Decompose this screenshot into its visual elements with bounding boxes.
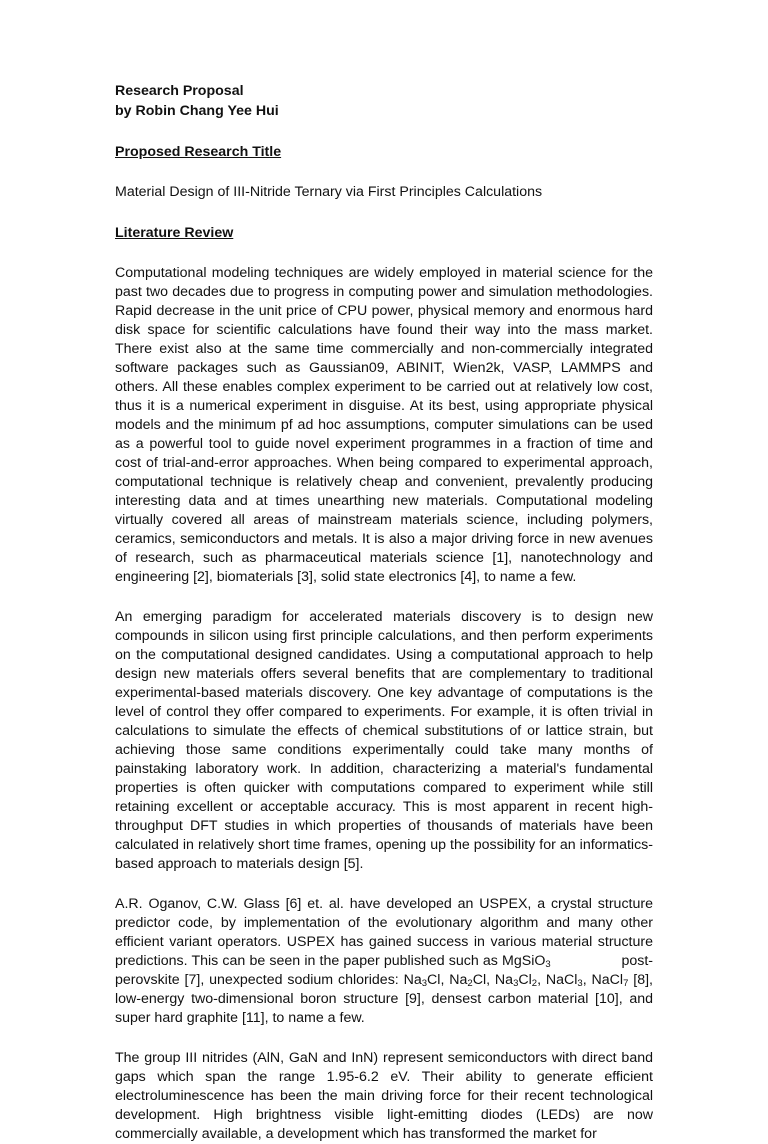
p3-formula: Cl, Na — [472, 972, 514, 988]
proposal-title: Research Proposal — [115, 83, 244, 99]
section-heading-title: Proposed Research Title — [115, 144, 282, 160]
p3-formula: Cl — [518, 972, 532, 988]
proposal-header — [115, 81, 653, 121]
p3-formula: Cl, Na — [427, 972, 468, 988]
p3-subscript: 3 — [421, 978, 428, 989]
p3-subscript: 2 — [467, 978, 473, 989]
p3-subscript: 2 — [531, 978, 538, 989]
paragraph-3 — [115, 895, 653, 1028]
proposal-author: by Robin Chang Yee Hui — [115, 103, 279, 119]
p3-formula: , NaCl — [582, 972, 624, 988]
p3-subscript: 3 — [513, 978, 519, 989]
paragraph-2: An emerging paradigm for accelerated materials discovery is to design new compounds in silicon using first principle calculations, and then perform experiments on the computational designed candidates. Using a computational approach to help design new materials offers several benefits that are complementary to traditional experimental-based materials discovery. One key advantage of computations is the level of control they offer compared to experiments. For example, it is often trivial in calculations to simulate the effects of chemical substitutions of or lattice strain, but achieving those same conditions experimentally could take many months of painstaking laboratory work. In addition, characterizing a material's fundamental properties is often quicker with computations compared to experiment while still retaining excellent or acceptable accuracy. This is most apparent in recent high-throughput DFT studies in which properties of thousands of materials have been calculated in relatively short time frames, opening up the possibility for an informatics-based approach to materials design [5]. — [115, 609, 653, 872]
p3-subscript: 3 — [577, 978, 583, 989]
p3-text-c: [8], low-energy two-dimensional boron structure [9], densest carbon material [10], and super hard graphite [11], to name a few. — [115, 972, 653, 1026]
research-title-text: Material Design of III-Nitride Ternary via First Principles Calculations — [115, 184, 543, 200]
p3-subscript: 7 — [623, 978, 629, 989]
p3-formula: , NaCl — [537, 972, 578, 988]
section-heading-literature: Literature Review — [115, 225, 234, 241]
p3-text-b: post-perovskite [7], unexpected sodium chlorides: Na — [115, 953, 653, 988]
p3-subscript: 3 — [545, 959, 551, 970]
p3-text-a: A.R. Oganov, C.W. Glass [6] et. al. have developed an USPEX, a crystal structure predictor code, by implementation of the evolutionary algorithm and many other efficient variant operators. USPEX has gained success in various material structure predictions. This can be seen in the paper published such as MgSiO — [115, 896, 653, 969]
paragraph-1: Computational modeling techniques are widely employed in material science for the past two decades due to progress in computing power and simulation methodologies. Rapid decrease in the unit price of CPU power, physical memory and enormous hard disk space for scientific calculations have found their way into the mass market. There exist also at the same time commercially and non-commercially integrated software packages such as Gaussian09, ABINIT, Wien2k, VASP, LAMMPS and others. All these enables complex experiment to be carried out at relatively low cost, thus it is a numerical experiment in disguise. At its best, using appropriate physical models and the minimum pf ad hoc assumptions, computer simulations can be used as a powerful tool to guide novel experiment programmes in a fraction of time and cost of trial-and-error approaches. When being compared to experimental approach, computational technique is relatively cheap and convenient, prevalently producing interesting data and at times unearthing new materials. Computational modeling virtually covered all areas of mainstream materials science, including polymers, ceramics, semiconductors and metals. It is also a major driving force in new avenues of research, such as pharmaceutical materials science [1], nanotechnology and engineering [2], biomaterials [3], solid state electronics [4], to name a few. — [115, 265, 653, 585]
paragraph-4: The group III nitrides (AlN, GaN and InN) represent semiconductors with direct band gaps which span the range 1.95-6.2 eV. Their ability to generate efficient electroluminescence has been the main driving force for their recent technological development. High brightness visible light-emitting diodes (LEDs) are now commercially available, a development which has transformed the market for — [115, 1050, 653, 1142]
